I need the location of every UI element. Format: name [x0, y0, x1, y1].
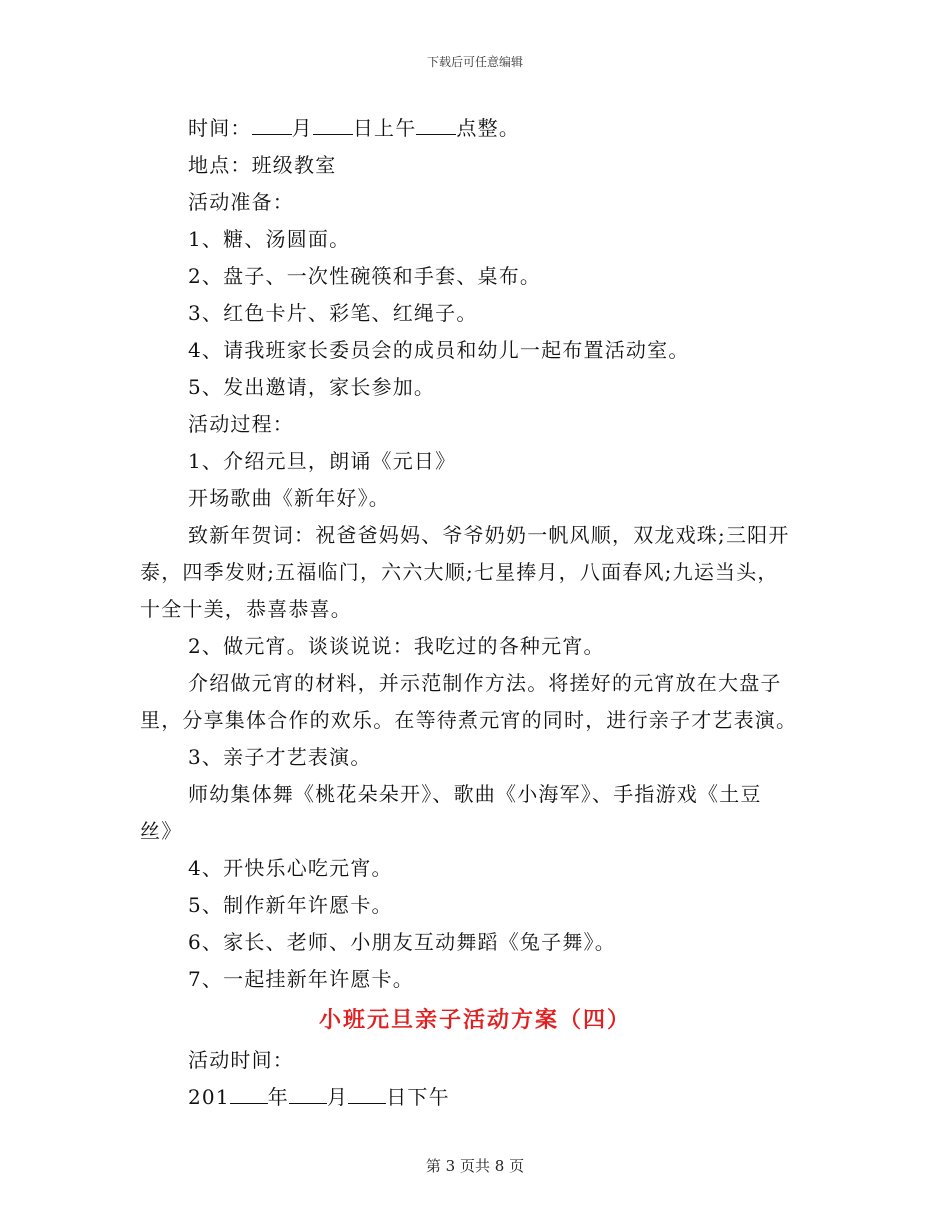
- date-line: [140, 1079, 810, 1116]
- hour-blank: [416, 118, 456, 135]
- day-blank: [313, 118, 353, 135]
- step-7: 7、一起挂新年许愿卡。: [188, 967, 414, 991]
- step-6: 6、家长、老师、小朋友互动舞蹈《兔子舞》。: [188, 930, 616, 954]
- step-1-song: 开场歌曲《新年好》。: [188, 486, 390, 510]
- step-1-greeting-line-1: 致新年贺词：祝爸爸妈妈、爷爷奶奶一帆风顺，双龙戏珠;三阳开: [188, 523, 790, 547]
- year-text: 年: [267, 1085, 289, 1109]
- prep-heading: 活动准备：: [188, 190, 294, 214]
- year-prefix: 201: [188, 1085, 230, 1109]
- month-blank: [252, 118, 292, 135]
- prep-item-3: 3、红色卡片、彩笔、红绳子。: [188, 301, 478, 325]
- page-header: 下载后可任意编辑: [426, 55, 523, 69]
- year-blank: [230, 1087, 268, 1104]
- process-heading: 活动过程：: [188, 412, 294, 436]
- prep-item-4: 4、请我班家长委员会的成员和幼儿一起布置活动室。: [188, 338, 690, 362]
- document-body: [140, 110, 810, 1116]
- month-text: 月: [291, 116, 313, 140]
- step-4: 4、开快乐心吃元宵。: [188, 856, 393, 880]
- day-blank-2: [348, 1087, 386, 1104]
- step-2-desc-line-2: 里，分享集体合作的欢乐。在等待煮元宵的同时，进行亲子才艺表演。: [140, 708, 798, 732]
- activity-time-heading: 活动时间：: [188, 1048, 294, 1072]
- step-2: 2、做元宵。谈谈说说：我吃过的各种元宵。: [188, 634, 605, 658]
- day-text: 日上午: [352, 116, 417, 140]
- hour-text: 点整。: [456, 116, 521, 140]
- section-title: 小班元旦亲子活动方案（四）: [318, 1007, 631, 1033]
- step-1-greeting-line-2: 泰，四季发财;五福临门，六六大顺;七星捧月，八面春风;九运当头，: [140, 560, 779, 584]
- prep-item-5: 5、发出邀请，家长参加。: [188, 375, 436, 399]
- step-1-greeting-line-3: 十全十美，恭喜恭喜。: [140, 597, 352, 621]
- prep-item-1: 1、糖、汤圆面。: [188, 227, 351, 251]
- step-5: 5、制作新年许愿卡。: [188, 893, 393, 917]
- step-3: 3、亲子才艺表演。: [188, 745, 372, 769]
- time-label: 时间：: [188, 116, 252, 140]
- page-footer: 第 3 页共 8 页: [425, 1157, 525, 1175]
- time-line: [140, 110, 810, 147]
- place-line: 地点：班级教室: [188, 153, 337, 177]
- month-text-2: 月: [326, 1085, 349, 1109]
- day-text-2: 日下午: [386, 1085, 450, 1109]
- prep-item-2: 2、盘子、一次性碗筷和手套、桌布。: [188, 264, 542, 288]
- step-2-desc-line-1: 介绍做元宵的材料，并示范制作方法。将搓好的元宵放在大盘子: [188, 671, 782, 695]
- step-1: 1、介绍元旦，朗诵《元日》: [188, 449, 457, 473]
- step-3-desc-line-2: 丝》: [140, 819, 183, 843]
- step-3-desc-line-1: 师幼集体舞《桃花朵朵开》、歌曲《小海军》、手指游戏《土豆: [188, 782, 762, 806]
- month-blank-2: [289, 1087, 327, 1104]
